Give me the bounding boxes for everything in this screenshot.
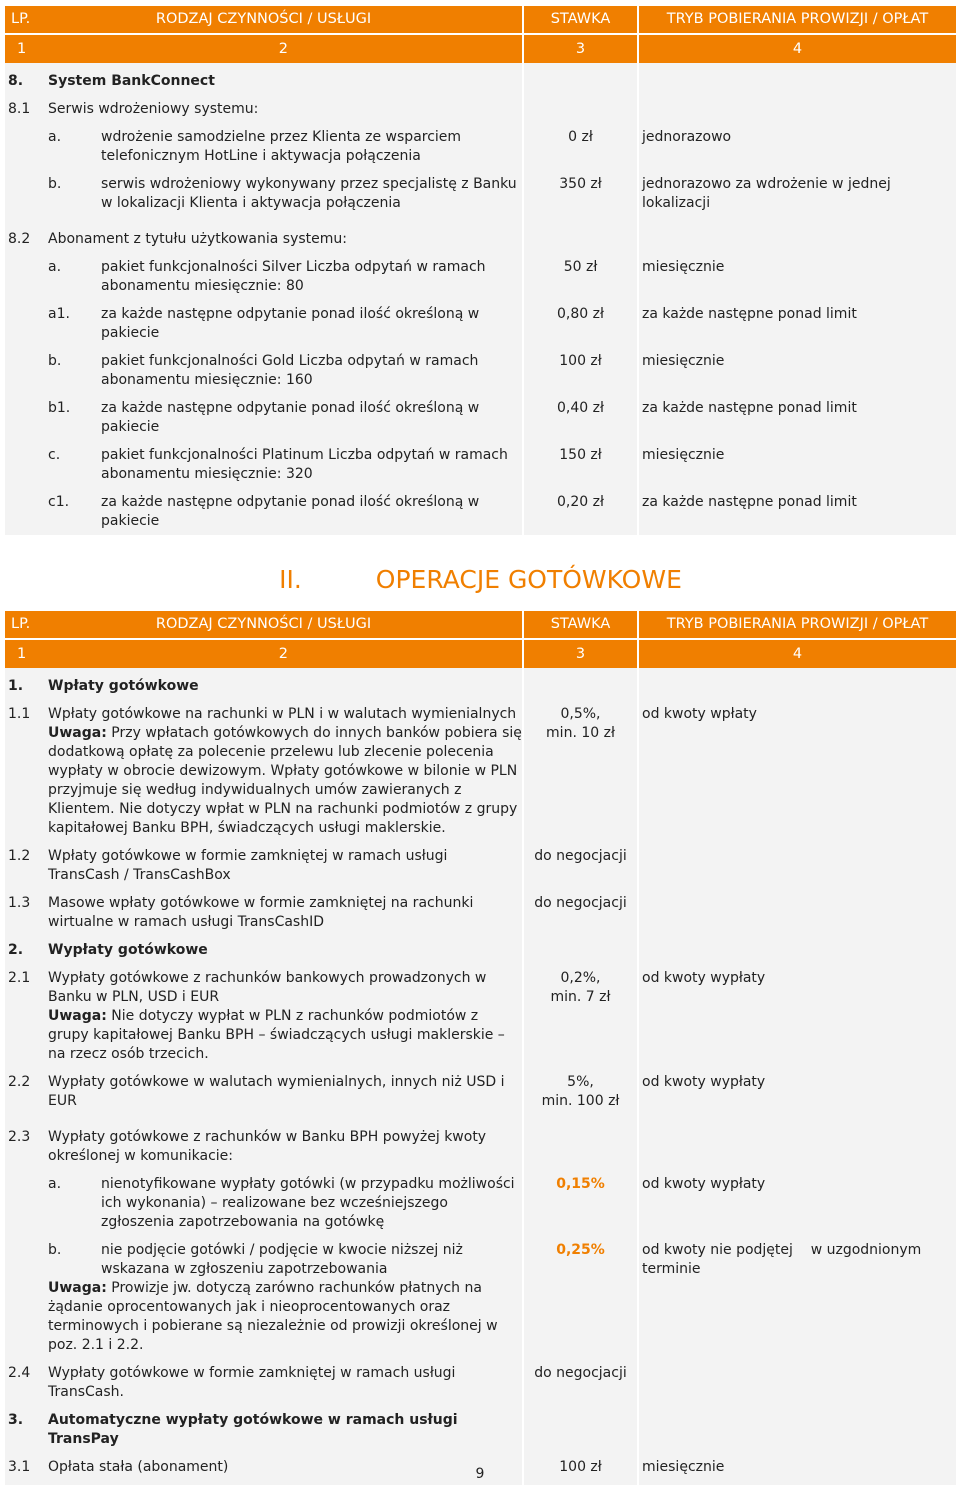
header-tryb: TRYB POBIERANIA PROWIZJI / OPŁAT	[639, 611, 956, 640]
table-row: a. wdrożenie samodzielne przez Klienta ze wsparciem telefonicznym HotLine i aktywacja połączenia 0 zł jednorazowo	[5, 119, 956, 166]
table-row: 1. Wpłaty gotówkowe	[5, 668, 956, 696]
table-row: 2.2 Wypłaty gotówkowe w walutach wymienialnych, innych niż USD i EUR 5%, min. 100 zł od kwoty wypłaty	[5, 1064, 956, 1119]
header-lp: LP.	[11, 616, 31, 632]
column-numbers: 1 2 3 4	[5, 35, 956, 63]
table-row: b1. za każde następne odpytanie ponad ilość określoną w pakiecie 0,40 zł za każde następne ponad limit	[5, 390, 956, 437]
fee-document	[5, 6, 956, 1485]
table-row: a. pakiet funkcjonalności Silver Liczba odpytań w ramach abonamentu miesięcznie: 80 50 zł miesięcznie	[5, 249, 956, 296]
table-row: a. nienotyfikowane wypłaty gotówki (w przypadku możliwości ich wykonania) – realizowane bez wcześniejszego zgłoszenia zapotrzebowania na gotówkę 0,15% od kwoty wypłaty	[5, 1166, 956, 1232]
table-row: 2.3 Wypłaty gotówkowe z rachunków w Banku BPH powyżej kwoty określonej w komunikacie:	[5, 1119, 956, 1166]
fee-table-bankconnect	[5, 6, 956, 535]
table-row: 8.1 Serwis wdrożeniowy systemu:	[5, 91, 956, 119]
table-row: b. serwis wdrożeniowy wykonywany przez specjalistę z Banku w lokalizacji Klienta i aktywacja połączenia 350 zł jednorazowo za wdrożenie w jednej lokalizacji	[5, 166, 956, 221]
header-tryb: TRYB POBIERANIA PROWIZJI / OPŁAT	[639, 6, 956, 35]
table-row: 2.1 Wypłaty gotówkowe z rachunków bankowych prowadzonych w Banku w PLN, USD i EUR Uwaga: Nie dotyczy wypłat w PLN z rachunków podmiotów z grupy kapitałowej Banku BPH – świadczących usługi maklerskie – na rzecz osób trzecich. 0,2%, min. 7 zł od kwoty wypłaty	[5, 960, 956, 1064]
table-row: 2. Wypłaty gotówkowe	[5, 932, 956, 960]
column-numbers: 1 2 3 4	[5, 640, 956, 668]
page-number: 9	[475, 1466, 485, 1482]
table-row: 2.4 Wypłaty gotówkowe w formie zamkniętej w ramach usługi TransCash. do negocjacji	[5, 1355, 956, 1402]
table-row: c. pakiet funkcjonalności Platinum Liczba odpytań w ramach abonamentu miesięcznie: 320 150 zł miesięcznie	[5, 437, 956, 484]
table-row: 8. System BankConnect	[5, 63, 956, 91]
header-stawka: STAWKA	[524, 611, 639, 640]
table-row: 3. Automatyczne wypłaty gotówkowe w ramach usługi TransPay	[5, 1402, 956, 1449]
header-lp: LP.	[11, 11, 31, 27]
table-row: 1.2 Wpłaty gotówkowe w formie zamkniętej w ramach usługi TransCash / TransCashBox do negocjacji	[5, 838, 956, 885]
table-row: b. pakiet funkcjonalności Gold Liczba odpytań w ramach abonamentu miesięcznie: 160 100 zł miesięcznie	[5, 343, 956, 390]
table-row: b. nie podjęcie gotówki / podjęcie w kwocie niższej niż wskazana w zgłoszeniu zapotrzebowania Uwaga: Prowizje jw. dotyczą zarówno rachunków płatnych na żądanie oprocentowanych jak i nieoprocentowanych oraz terminowych i pobierane są niezależnie od prowizji określonej w poz. 2.1 i 2.2. 0,25% od kwoty nie podjętej w uzgodnionym terminie	[5, 1232, 956, 1355]
table-row: c1. za każde następne odpytanie ponad ilość określoną w pakiecie 0,20 zł za każde następne ponad limit	[5, 484, 956, 535]
table-row: a1. za każde następne odpytanie ponad ilość określoną w pakiecie 0,80 zł za każde następne ponad limit	[5, 296, 956, 343]
header-rodzaj: LP. RODZAJ CZYNNOŚCI / USŁUGI	[5, 6, 524, 35]
table-row: 1.1 Wpłaty gotówkowe na rachunki w PLN i w walutach wymienialnych Uwaga: Przy wpłatach gotówkowych do innych banków pobiera się dodatkową opłatę za polecenie przelewu lub zlecenie polecenia wypłaty w obrocie dewizowym. Wpłaty gotówkowe w bilonie w PLN przyjmuje się według indywidualnych umów zawieranych z Klientem. Nie dotyczy wpłat w PLN na rachunki podmiotów z grupy kapitałowej Banku BPH, świadczących usługi maklerskie. 0,5%, min. 10 zł od kwoty wpłaty	[5, 696, 956, 838]
table-row: 8.2 Abonament z tytułu użytkowania systemu:	[5, 221, 956, 249]
table-row: 1.3 Masowe wpłaty gotówkowe w formie zamkniętej na rachunki wirtualne w ramach usługi TransCashID do negocjacji	[5, 885, 956, 932]
table-header	[5, 6, 956, 35]
header-rodzaj: LP. RODZAJ CZYNNOŚCI / USŁUGI	[5, 611, 524, 640]
section-title: II. OPERACJE GOTÓWKOWE	[279, 565, 682, 594]
header-stawka: STAWKA	[524, 6, 639, 35]
fee-table-cash-operations	[5, 611, 956, 1485]
table-row: 3.1 Opłata stała (abonament) 100 zł miesięcznie	[5, 1449, 956, 1485]
table-header	[5, 611, 956, 640]
